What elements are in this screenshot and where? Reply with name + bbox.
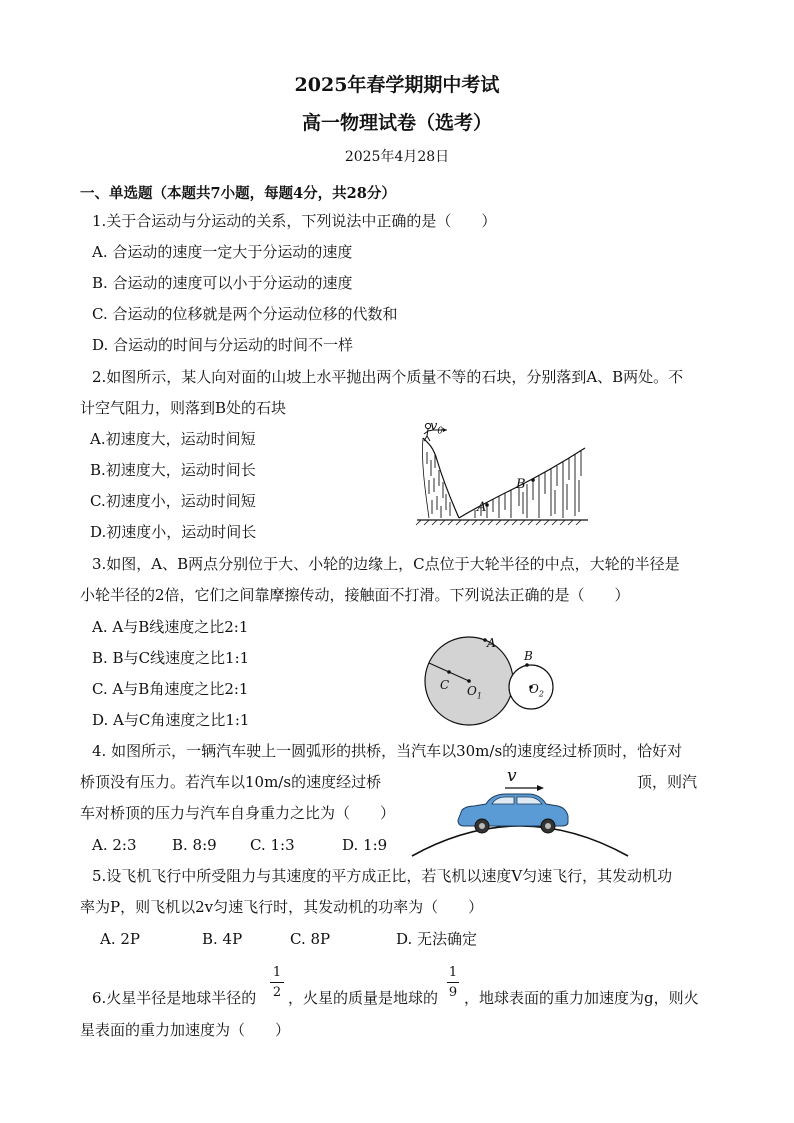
q3-label-o2: $O_2$ (529, 682, 544, 699)
q5-option-d: D. 无法确定 (396, 930, 478, 948)
q2-option-a: A.初速度大，运动时间短 (90, 430, 256, 448)
q3-label-c: C (440, 678, 450, 692)
q6-frac2-numerator: 1 (448, 965, 458, 980)
q6-frac1-denominator: 2 (272, 985, 282, 1000)
exam-date: 2025年4月28日 (344, 149, 450, 165)
q3-option-c: C. A与B角速度之比2:1 (92, 680, 249, 698)
q5-option-c: C. 8P (290, 930, 331, 948)
q1-stem: 1.关于合运动与分运动的关系，下列说法中正确的是（ ） (92, 212, 497, 230)
q3-label-o1: $O_1$ (467, 684, 482, 701)
q4-option-c: C. 1:3 (250, 836, 295, 854)
exam-title: 2025年春学期期中考试 (294, 74, 500, 96)
q2-option-d: D.初速度小，运动时间长 (90, 523, 257, 541)
q3-stem-line1: 3.如图，A、B两点分别位于大、小轮的边缘上，C点位于大轮半径的中点，大轮的半径是 (92, 555, 680, 573)
q6-frac2-denominator: 9 (448, 985, 458, 1000)
q3-label-b: B (524, 649, 533, 663)
q1-option-d: D. 合运动的时间与分运动的时间不一样 (92, 336, 354, 354)
q2-v0-label: $v_0$ (430, 419, 444, 437)
q3-option-b: B. B与C线速度之比1:1 (92, 649, 250, 667)
q6-stem-line2: 星表面的重力加速度为（ ） (80, 1021, 291, 1039)
q4-stem-line2a: 桥顶没有压力。若汽车以10m/s的速度经过桥 (80, 773, 382, 791)
q4-option-a: A. 2:3 (92, 836, 137, 854)
q6-part3: ，地球表面的重力加速度为g，则火 (464, 989, 699, 1007)
q6-part1: 6.火星半径是地球半径的 (92, 989, 257, 1007)
q5-stem-line2: 率为P，则飞机以2v匀速飞行时，其发动机的功率为（ ） (80, 898, 484, 916)
q6-frac1-bar (270, 982, 284, 983)
q4-stem-line2b: 顶，则汽 (637, 773, 698, 791)
q4-stem-line1: 4. 如图所示，一辆汽车驶上一圆弧形的拱桥，当汽车以30m/s的速度经过桥顶时，恰好对 (92, 742, 683, 760)
q5-option-a: A. 2P (100, 930, 141, 948)
q4-option-b: B. 8:9 (172, 836, 217, 854)
q3-label-a: A (487, 636, 496, 650)
q2-point-b-label: B (516, 477, 526, 492)
q5-option-b: B. 4P (202, 930, 243, 948)
q5-stem-line1: 5.设飞机飞行中所受阻力与其速度的平方成正比，若飞机以速度V匀速飞行，其发动机功 (92, 867, 673, 885)
q1-option-a: A. 合运动的速度一定大于分运动的速度 (92, 243, 353, 261)
q4-option-d: D. 1:9 (342, 836, 388, 854)
q2-point-a-label: A (477, 500, 487, 515)
q2-stem-line2: 计空气阻力，则落到B处的石块 (80, 399, 287, 417)
q6-frac1-numerator: 1 (272, 965, 282, 980)
q3-option-d: D. A与C角速度之比1:1 (92, 711, 250, 729)
q2-option-b: B.初速度大，运动时间长 (90, 461, 256, 479)
q2-stem-line1: 2.如图所示，某人向对面的山坡上水平抛出两个质量不等的石块，分别落到A、B两处。不 (92, 368, 684, 386)
q1-option-c: C. 合运动的位移就是两个分运动位移的代数和 (92, 305, 398, 323)
q3-option-a: A. A与B线速度之比2:1 (92, 618, 249, 636)
q4-v-label: v (507, 766, 517, 786)
q4-stem-line3: 车对桥顶的压力与汽车自身重力之比为（ ） (80, 804, 396, 822)
q1-option-b: B. 合运动的速度可以小于分运动的速度 (92, 274, 353, 292)
q6-frac2-bar (447, 982, 459, 983)
q2-option-c: C.初速度小，运动时间短 (90, 492, 256, 510)
q3-stem-line2: 小轮半径的2倍，它们之间靠摩擦传动，接触面不打滑。下列说法正确的是（ ） (80, 586, 630, 604)
q4-car-bridge-figure (410, 770, 630, 860)
exam-subtitle: 高一物理试卷（选考） (301, 112, 492, 134)
q6-part2: ，火星的质量是地球的 (288, 989, 439, 1007)
section-heading: 一、单选题（本题共7小题，每题4分，共28分） (80, 185, 396, 202)
